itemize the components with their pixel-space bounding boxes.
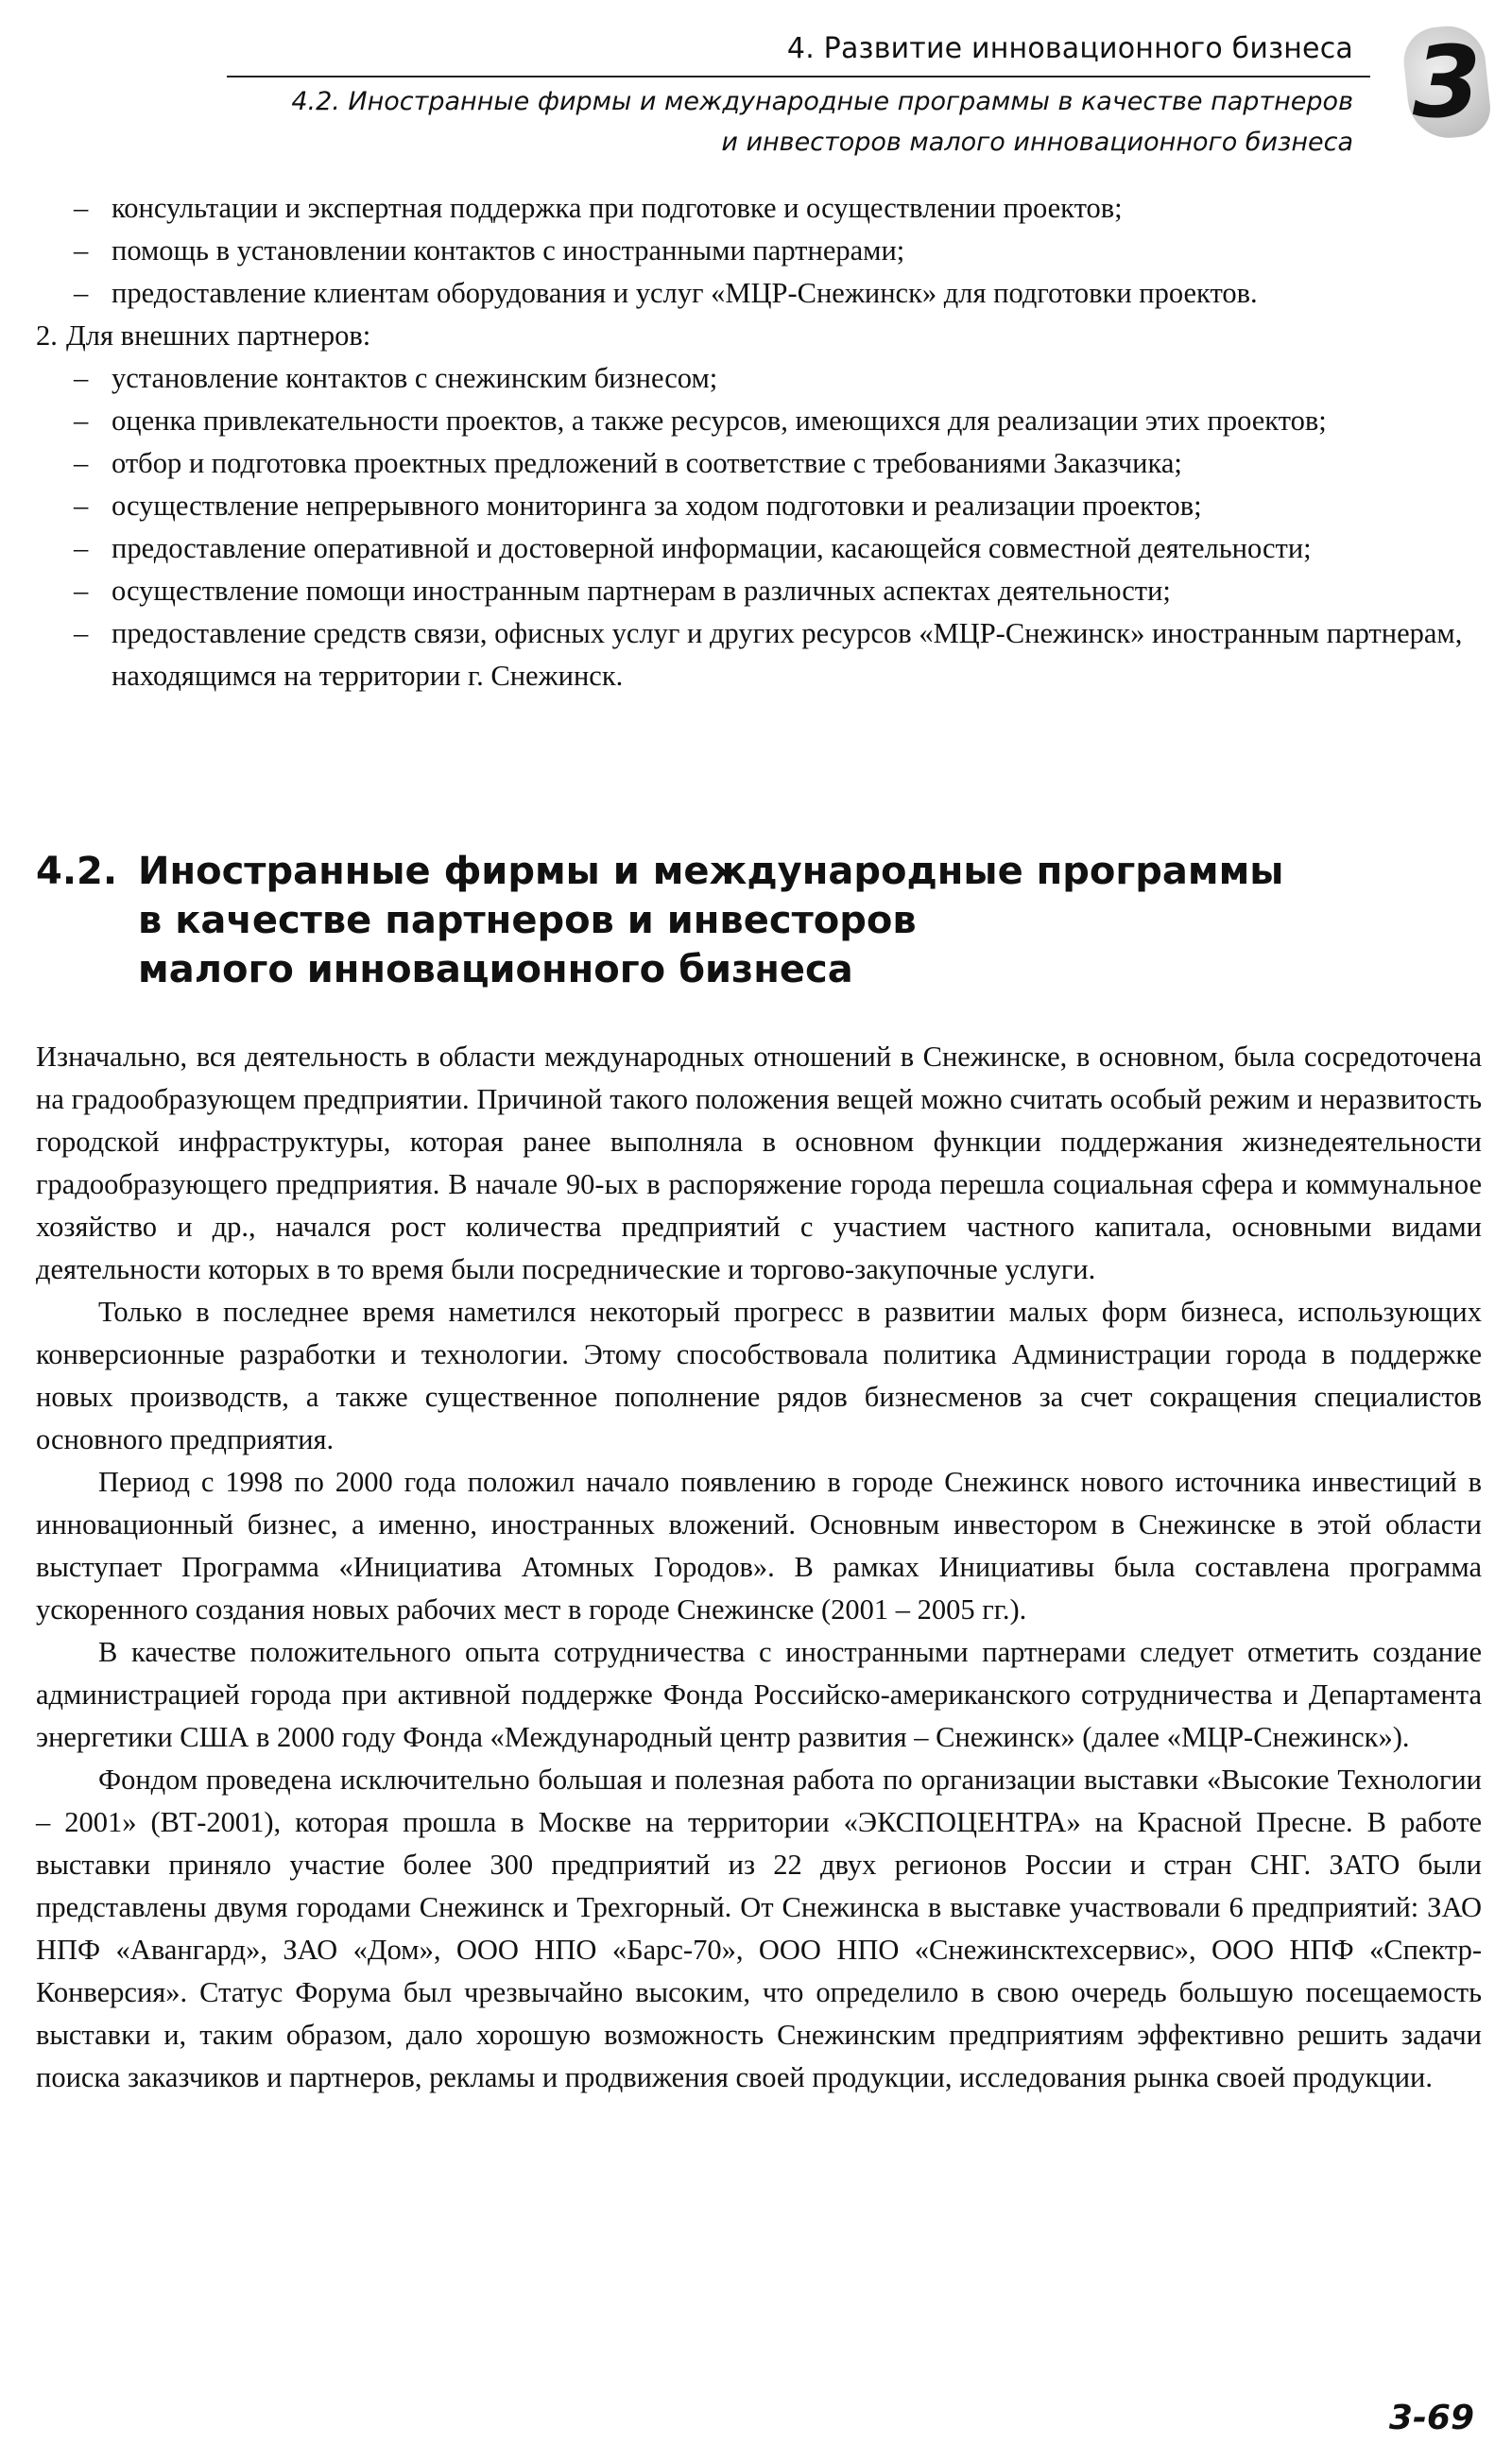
section-number: 4.2.: [36, 850, 118, 893]
list-item: – установление контактов с снежинским бизнесом;: [74, 362, 718, 394]
section-title-line2: в качестве партнеров и инвесторов: [138, 899, 917, 942]
numbered-item-external-partners: 2. Для внешних партнеров:: [36, 319, 371, 352]
paragraph: Только в последнее время наметился некоторый прогресс в развитии малых форм бизнеса, использующих конверсионные разработки и технологии. Этому способствовала политика Администрации города в поддержке новых производств, а также существенное пополнение рядов бизнесменов за счет сокращения специалистов основного предприятия.: [36, 1296, 1482, 1455]
paragraph: Изначально, вся деятельность в области международных отношений в Снежинске, в основном, была сосредоточена на градообразующем предприятии. Причиной такого положения вещей можно считать особый режим и неразвитость городской инфраструктуры, которая ранее выполняла в основном функции поддержания жизнедеятельности градообразующего предприятия. В начале 90-ых в распоряжение города перешла социальная сфера и коммунальное хозяйство и др., начался рост количества предприятий с участием частного капитала, основными видами деятельности которых в то время были посреднические и торгово-закупочные услуги.: [36, 1041, 1482, 1285]
page-number: 3-69: [1388, 2399, 1474, 2437]
list-item: – помощь в установлении контактов с иностранными партнерами;: [74, 234, 905, 267]
running-header-chapter: 4. Развитие инновационного бизнеса: [786, 32, 1353, 65]
section-body: [36, 1036, 1482, 2099]
list-item: – осуществление непрерывного мониторинга за ходом подготовки и реализации проектов;: [74, 490, 1202, 522]
section-heading: [36, 847, 1283, 994]
header-rule: [227, 76, 1370, 77]
paragraph: В качестве положительного опыта сотрудничества с иностранными партнерами следует отметить создание администрацией города при активной поддержке Фонда Российско-американского сотрудничества и Департамента энергетики США в 2000 году Фонда «Международный центр развития – Снежинск» (далее «МЦР-Снежинск»).: [36, 1636, 1482, 1753]
section-title-line3: малого инновационного бизнеса: [138, 948, 853, 991]
list-item: – отбор и подготовка проектных предложений в соответствие с требованиями Заказчика;: [74, 447, 1182, 479]
list-item: – осуществление помощи иностранным партнерам в различных аспектах деятельности;: [74, 575, 1171, 607]
list-item: – предоставление клиентам оборудования и услуг «МЦР-Снежинск» для подготовки проектов.: [74, 277, 1258, 309]
list-item: – предоставление оперативной и достоверной информации, касающейся совместной деятельности;: [74, 532, 1312, 564]
section-title-line1: Иностранные фирмы и международные программы: [138, 850, 1284, 893]
paragraph: Фондом проведена исключительно большая и полезная работа по организации выставки «Высокие Технологии – 2001» (ВТ-2001), которая прошла в Москве на территории «ЭКСПОЦЕНТРА» на Красной Пресне. В работе выставки приняло участие более 300 предприятий из 22 двух регионов России и стран СНГ. ЗАТО были представлены двумя городами Снежинск и Трехгорный. От Снежинска в выставке участвовали 6 предприятий: ЗАО НПФ «Авангард», ЗАО «Дом», ООО НПО «Барс-70», ООО НПО «Снежинсктехсервис», ООО НПФ «Спектр-Конверсия». Статус Форума был чрезвычайно высоким, что определило в свою очередь большую посещаемость выставки и, таким образом, дало хорошую возможность Снежинским предприятиям эффективно решить задачи поиска заказчиков и партнеров, рекламы и продвижения своей продукции, исследования рынка своей продукции.: [36, 1764, 1482, 2093]
list-item: – консультации и экспертная поддержка при подготовке и осуществлении проектов;: [74, 192, 1123, 224]
running-header-section: [200, 81, 1353, 163]
services-list: [36, 187, 1482, 697]
list-item: – предоставление средств связи, офисных услуг и других ресурсов «МЦР-Снежинск» иностранным партнерам, находящимся на территории г. Снежинск.: [74, 617, 1463, 692]
list-item: – оценка привлекательности проектов, а также ресурсов, имеющихся для реализации этих проектов;: [74, 404, 1327, 437]
running-header-section-line1: 4.2. Иностранные фирмы и международные программы в качестве партнеров: [291, 87, 1353, 116]
running-header-section-line2: и инвесторов малого инновационного бизнеса: [721, 128, 1353, 157]
paragraph: Период с 1998 по 2000 года положил начало появлению в городе Снежинск нового источника инвестиций в инновационный бизнес, а именно, иностранных вложений. Основным инвестором в Снежинске в этой области выступает Программа «Инициатива Атомных Городов». В рамках Инициативы была составлена программа ускоренного создания новых рабочих мест в городе Снежинске (2001 – 2005 гг.).: [36, 1466, 1482, 1626]
chapter-badge-number: 3: [1412, 25, 1482, 140]
